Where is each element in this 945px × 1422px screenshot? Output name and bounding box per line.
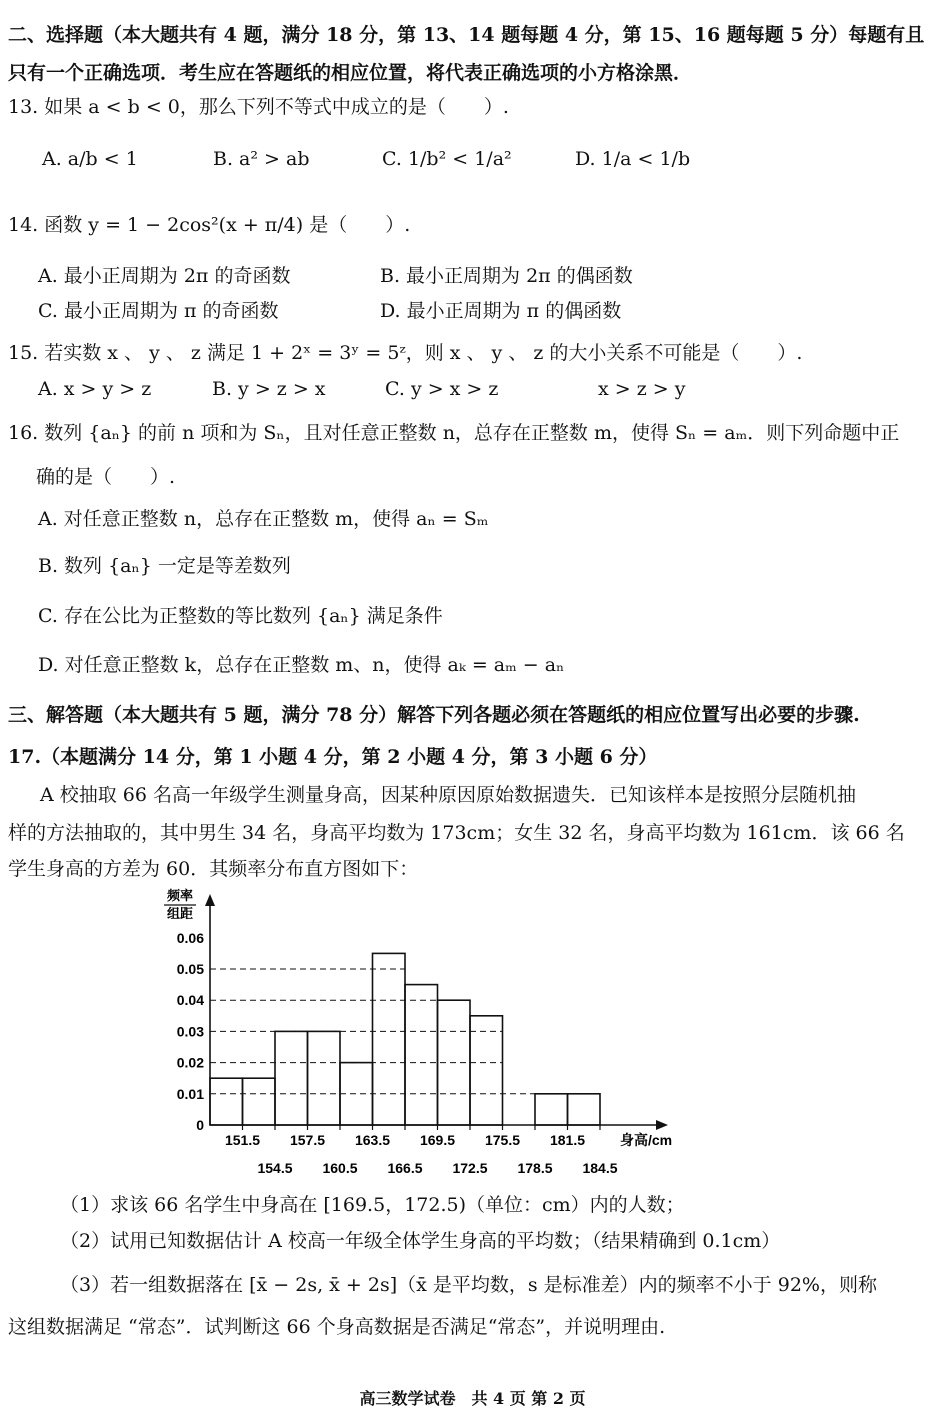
q16-option-c: C. 存在公比为正整数的等比数列 {aₙ} 满足条件	[38, 605, 443, 627]
chart-y-tick-label-2: 0.02	[176, 1054, 204, 1071]
chart-bar-6	[405, 985, 438, 1125]
q17-sub3-cont: 这组数据满足 “常态”．试判断这 66 个身高数据是否满足“常态”，并说明理由.	[8, 1316, 666, 1338]
page-footer: 高三数学试卷 共 4 页 第 2 页	[359, 1389, 586, 1408]
chart-xlabel: 身高/cm	[620, 1132, 673, 1148]
q17-para3: 学生身高的方差为 60．其频率分布直方图如下：	[8, 858, 419, 880]
chart-bar-3	[308, 1031, 341, 1125]
chart-x-tick-label-lower-1: 160.5	[322, 1160, 358, 1176]
q13-option-a: A. a/b < 1	[42, 148, 138, 170]
q16-stem: 16. 数列 {aₙ} 的前 n 项和为 Sₙ，且对任意正整数 n，总存在正整数 m，使得 Sₙ = aₘ．则下列命题中正	[8, 422, 900, 444]
chart-bar-1	[243, 1078, 276, 1125]
chart-x-tick-label-lower-2: 166.5	[387, 1160, 423, 1176]
q17-title: 17.（本题满分 14 分，第 1 小题 4 分，第 2 小题 4 分，第 3 小题 6 分）	[8, 746, 658, 768]
q17-sub2: （2）试用已知数据估计 A 校高一年级全体学生身高的平均数；（结果精确到 0.1cm）	[60, 1230, 781, 1252]
q16-option-b: B. 数列 {aₙ} 一定是等差数列	[38, 555, 291, 577]
q15-option-d: x > z > y	[598, 378, 686, 400]
q14-option-a: A. 最小正周期为 2π 的奇函数	[38, 265, 291, 287]
chart-bar-2	[275, 1031, 308, 1125]
q17-para2: 样的方法抽取的，其中男生 34 名，身高平均数为 173cm；女生 32 名，身高平均数为 161cm．该 66 名	[8, 822, 905, 844]
chart-x-tick-label-lower-3: 172.5	[452, 1160, 488, 1176]
section2-heading: 二、选择题（本大题共有 4 题，满分 18 分，第 13、14 题每题 4 分，第 15、16 题每题 5 分）每题有且	[8, 24, 925, 46]
chart-y-tick-label-4: 0.04	[176, 992, 204, 1009]
q13-stem: 13. 如果 a < b < 0，那么下列不等式中成立的是（ ）.	[8, 96, 509, 118]
chart-y-tick-label-1: 0.01	[176, 1085, 204, 1102]
chart-y-tick-label-5: 0.05	[176, 961, 204, 977]
q15-option-b: B. y > z > x	[212, 378, 326, 400]
q15-stem: 15. 若实数 x 、 y 、 z 满足 1 + 2ˣ = 3ʸ = 5ᶻ，则 x 、 y 、 z 的大小关系不可能是（ ）.	[8, 342, 803, 364]
q16-stem-cont: 确的是（ ）.	[36, 466, 176, 488]
chart-bar-10	[535, 1094, 568, 1125]
chart-x-axis-arrow	[656, 1120, 668, 1130]
chart-bar-0	[210, 1078, 243, 1125]
chart-bar-5	[373, 953, 406, 1125]
q14-option-c: C. 最小正周期为 π 的奇函数	[38, 300, 279, 322]
q17-sub1: （1）求该 66 名学生中身高在 [169.5，172.5)（单位：cm）内的人数；	[60, 1194, 685, 1216]
q17-para1: A 校抽取 66 名高一年级学生测量身高，因某种原因原始数据遗失．已知该样本是按照分层随机抽	[40, 784, 857, 806]
chart-x-tick-label-upper-3: 169.5	[419, 1132, 456, 1148]
chart-ylabel-bottom: 组距	[166, 906, 194, 921]
chart-x-tick-label-lower-5: 184.5	[582, 1160, 618, 1176]
chart-y-tick-label-3: 0.03	[176, 1023, 204, 1040]
q15-option-a: A. x > y > z	[38, 378, 152, 400]
chart-y-tick-label-0: 0	[196, 1117, 204, 1133]
chart-bar-8	[470, 1016, 503, 1125]
histogram-chart	[150, 880, 710, 1185]
chart-x-tick-label-upper-5: 181.5	[549, 1132, 586, 1148]
chart-x-tick-label-lower-4: 178.5	[517, 1160, 553, 1176]
section3-heading: 三、解答题（本大题共有 5 题，满分 78 分）解答下列各题必须在答题纸的相应位置写出必要的步骤.	[8, 704, 860, 726]
q13-option-c: C. 1/b² < 1/a²	[382, 148, 512, 170]
chart-bar-11	[568, 1094, 601, 1125]
chart-ylabel-top: 频率	[166, 888, 194, 903]
chart-x-tick-label-lower-0: 154.5	[257, 1160, 293, 1176]
q14-option-d: D. 最小正周期为 π 的偶函数	[380, 300, 622, 322]
q13-option-b: B. a² > ab	[213, 148, 310, 170]
q15-option-c: C. y > x > z	[385, 378, 499, 400]
q17-sub3: （3）若一组数据落在 [x̄ − 2s, x̄ + 2s]（x̄ 是平均数，s 是标准差）内的频率不小于 92%，则称	[60, 1274, 877, 1296]
chart-y-axis-arrow	[205, 894, 215, 906]
chart-y-tick-label-6: 0.06	[176, 929, 204, 946]
q14-option-b: B. 最小正周期为 2π 的偶函数	[380, 265, 633, 287]
chart-x-tick-label-upper-0: 151.5	[224, 1132, 261, 1148]
q16-option-a: A. 对任意正整数 n，总存在正整数 m，使得 aₙ = Sₘ	[38, 508, 489, 530]
chart-x-tick-label-upper-4: 175.5	[484, 1132, 521, 1148]
q13-option-d: D. 1/a < 1/b	[575, 148, 691, 170]
chart-x-tick-label-upper-2: 163.5	[354, 1132, 391, 1148]
q14-stem: 14. 函数 y = 1 − 2cos²(x + π/4) 是（ ）.	[8, 214, 411, 236]
q16-option-d: D. 对任意正整数 k，总存在正整数 m、n，使得 aₖ = aₘ − aₙ	[38, 654, 565, 676]
section2-heading-cont: 只有一个正确选项．考生应在答题纸的相应位置，将代表正确选项的小方格涂黑．	[8, 62, 693, 84]
chart-x-tick-label-upper-1: 157.5	[289, 1132, 326, 1148]
